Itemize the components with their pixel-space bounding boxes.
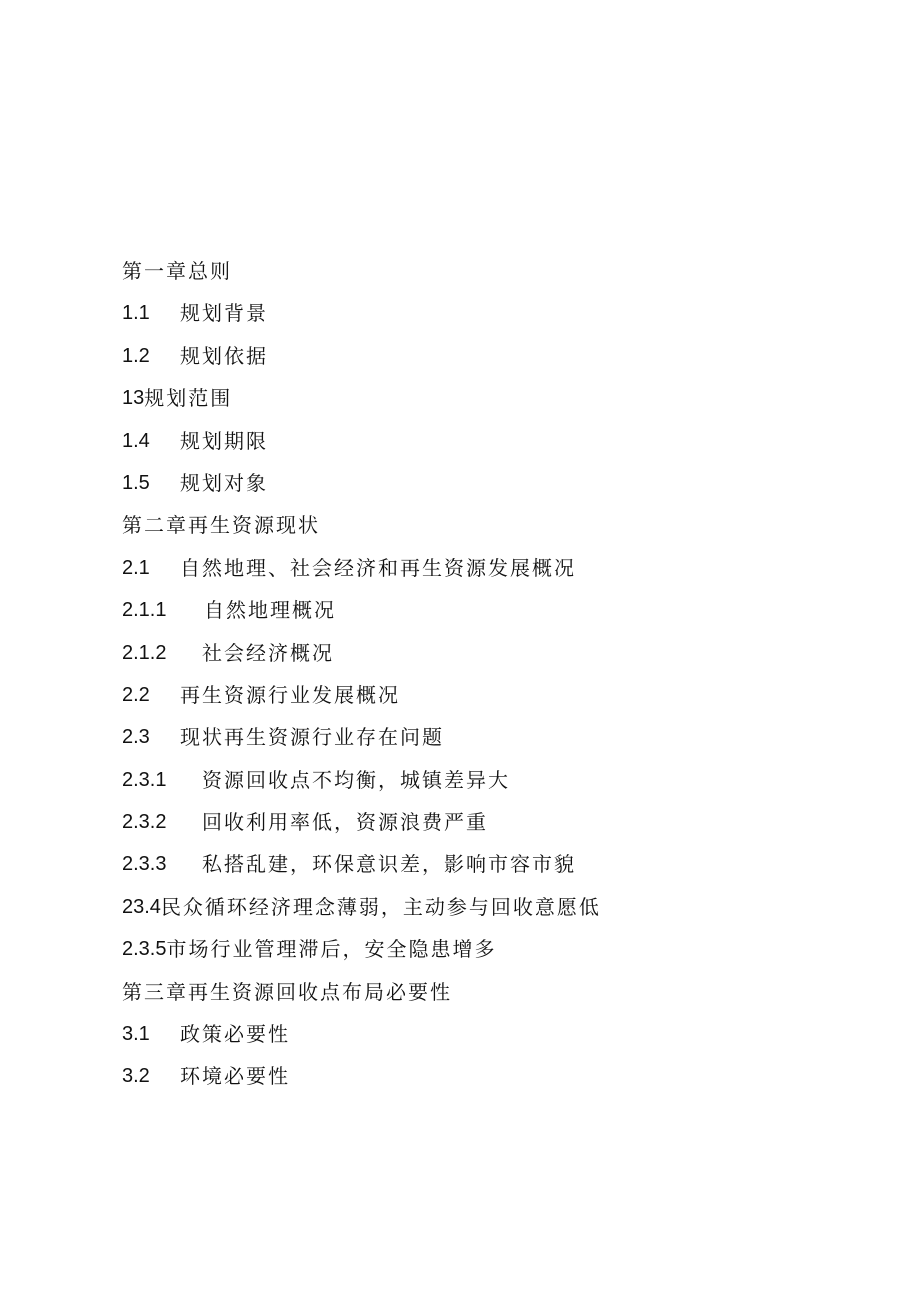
toc-text: 私搭乱建，环保意识差，影响市容市貌 bbox=[202, 852, 576, 877]
toc-number: 2.1.1 bbox=[122, 599, 167, 622]
toc-item-2-1-1 bbox=[122, 589, 882, 631]
toc-text: 第三章再生资源回收点布局必要性 bbox=[122, 979, 452, 1004]
toc-text: 第二章再生资源现状 bbox=[122, 513, 320, 538]
toc-number: 3.2 bbox=[122, 1065, 150, 1088]
toc-number: 2.3.1 bbox=[122, 768, 167, 791]
toc-item-2-3 bbox=[122, 716, 882, 758]
toc-item-2-3-2 bbox=[122, 801, 882, 843]
toc-text: 规划背景 bbox=[180, 301, 268, 326]
toc-item-2-2 bbox=[122, 674, 882, 716]
toc-text: 自然地理概况 bbox=[204, 598, 336, 623]
toc-number: 2.1 bbox=[122, 556, 150, 579]
toc-text: 市场行业管理滞后，安全隐患增多 bbox=[166, 937, 497, 962]
toc-chapter-1 bbox=[122, 250, 882, 292]
toc-item-2-3-5 bbox=[122, 928, 882, 970]
toc-item-3-1 bbox=[122, 1013, 882, 1055]
toc-item-1-3 bbox=[122, 377, 882, 419]
toc-text: 规划对象 bbox=[180, 470, 268, 495]
toc-number: 2.2 bbox=[122, 683, 150, 706]
toc-number: 2.3.5 bbox=[122, 938, 167, 961]
toc-text: 规划期限 bbox=[180, 428, 268, 453]
toc-number: 1.1 bbox=[122, 302, 150, 325]
toc-text: 社会经济概况 bbox=[202, 640, 334, 665]
toc-number: 2.3.3 bbox=[122, 853, 167, 876]
toc-text: 回收利用率低，资源浪费严重 bbox=[202, 810, 488, 835]
toc-item-2-1-2 bbox=[122, 632, 882, 674]
toc-item-2-1 bbox=[122, 547, 882, 589]
toc-number: 23.4 bbox=[122, 895, 161, 918]
toc-chapter-2 bbox=[122, 504, 882, 546]
toc-item-2-3-1 bbox=[122, 759, 882, 801]
toc-item-1-4 bbox=[122, 420, 882, 462]
toc-number: 1.4 bbox=[122, 429, 150, 452]
toc-number: 1.2 bbox=[122, 344, 150, 367]
table-of-contents bbox=[122, 250, 882, 1098]
toc-item-2-3-3 bbox=[122, 843, 882, 885]
toc-text: 资源回收点不均衡，城镇差异大 bbox=[202, 767, 510, 792]
toc-number: 1.5 bbox=[122, 471, 150, 494]
toc-item-1-2 bbox=[122, 335, 882, 377]
toc-number: 3.1 bbox=[122, 1023, 150, 1046]
toc-number: 2.1.2 bbox=[122, 641, 167, 664]
toc-text: 政策必要性 bbox=[180, 1022, 290, 1047]
toc-text: 现状再生资源行业存在问题 bbox=[180, 725, 444, 750]
toc-item-3-2 bbox=[122, 1055, 882, 1097]
toc-number: 2.3 bbox=[122, 726, 150, 749]
toc-text: 第一章总则 bbox=[122, 259, 232, 283]
toc-item-1-5 bbox=[122, 462, 882, 504]
toc-text: 规划范围 bbox=[144, 386, 233, 411]
toc-number: 2.3.2 bbox=[122, 811, 167, 834]
toc-text: 环境必要性 bbox=[180, 1064, 290, 1089]
toc-item-2-3-4 bbox=[122, 886, 882, 928]
toc-text: 再生资源行业发展概况 bbox=[180, 682, 400, 707]
toc-item-1-1 bbox=[122, 292, 882, 334]
toc-chapter-3 bbox=[122, 971, 882, 1013]
toc-number: 13 bbox=[122, 387, 145, 410]
toc-text: 民众循环经济理念薄弱，主动参与回收意愿低 bbox=[160, 894, 601, 919]
toc-text: 规划依据 bbox=[180, 343, 268, 368]
toc-text: 自然地理、社会经济和再生资源发展概况 bbox=[180, 555, 576, 580]
